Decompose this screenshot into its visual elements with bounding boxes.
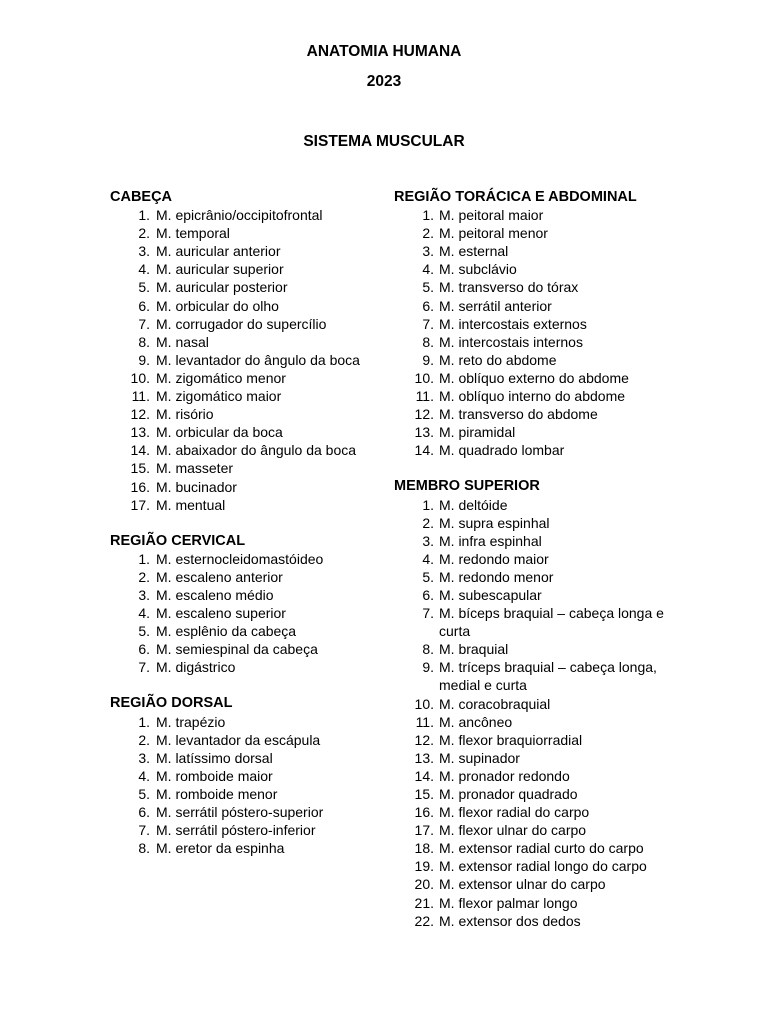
list-item-text: M. temporal bbox=[156, 225, 230, 242]
list-item-text: M. infra espinhal bbox=[439, 532, 542, 549]
list-item bbox=[394, 441, 694, 459]
list-item-text: M. peitoral menor bbox=[439, 225, 548, 242]
list-item-number: 8. bbox=[422, 333, 434, 350]
section-title: MEMBRO SUPERIOR bbox=[394, 478, 540, 495]
list-item bbox=[110, 640, 372, 658]
list-item-text: M. oblíquo externo do abdome bbox=[439, 369, 629, 386]
list-item bbox=[110, 315, 372, 333]
list-item-text: M. intercostais internos bbox=[439, 333, 583, 350]
muscle-list bbox=[110, 713, 372, 858]
list-item-number: 4. bbox=[138, 605, 150, 622]
list-item bbox=[394, 821, 694, 839]
list-item-number: 5. bbox=[138, 785, 150, 802]
list-item-text: M. orbicular da boca bbox=[156, 424, 283, 441]
muscle-list bbox=[110, 550, 372, 677]
list-item bbox=[394, 297, 694, 315]
list-item-number: 7. bbox=[138, 822, 150, 839]
list-item bbox=[110, 459, 372, 477]
list-item-number: 4. bbox=[138, 767, 150, 784]
list-item-number: 4. bbox=[422, 550, 434, 567]
list-item-text: M. abaixador do ângulo da boca bbox=[156, 442, 357, 459]
section-title: REGIÃO CERVICAL bbox=[110, 532, 246, 549]
list-item-text: M. intercostais externos bbox=[439, 315, 587, 332]
list-item-number: 9. bbox=[422, 659, 434, 676]
list-item-text: M. flexor ulnar do carpo bbox=[439, 822, 587, 839]
list-item bbox=[110, 713, 372, 731]
list-item-text: M. piramidal bbox=[439, 424, 516, 441]
list-item-text: M. zigomático maior bbox=[156, 388, 282, 405]
list-item-number: 18. bbox=[414, 840, 434, 857]
list-item bbox=[394, 875, 694, 893]
list-item bbox=[394, 496, 694, 514]
list-item-number: 5. bbox=[138, 623, 150, 640]
list-item bbox=[110, 369, 372, 387]
list-item-number: 8. bbox=[138, 840, 150, 857]
list-item-text: M. deltóide bbox=[439, 496, 508, 513]
list-item bbox=[110, 297, 372, 315]
list-item bbox=[394, 206, 694, 224]
list-item bbox=[110, 278, 372, 296]
list-item-text: M. flexor radial do carpo bbox=[439, 804, 590, 821]
list-item bbox=[110, 767, 372, 785]
list-item-text: M. braquial bbox=[439, 641, 509, 658]
list-item-number: 1. bbox=[138, 713, 150, 730]
list-item bbox=[394, 785, 694, 803]
list-item-text: M. levantador do ângulo da boca bbox=[156, 351, 360, 368]
list-item-text: M. esternocleidomastóideo bbox=[156, 550, 324, 567]
list-item-number: 13. bbox=[130, 424, 150, 441]
list-item-number: 10. bbox=[130, 369, 150, 386]
list-item bbox=[394, 731, 694, 749]
list-item-number: 7. bbox=[138, 659, 150, 676]
document-title: ANATOMIA HUMANA bbox=[306, 43, 462, 60]
list-item-text: M. esplênio da cabeça bbox=[156, 623, 297, 640]
list-item bbox=[394, 658, 694, 694]
list-item-text: M. redondo maior bbox=[439, 550, 549, 567]
section-regiao-dorsal bbox=[110, 694, 372, 857]
list-item-text: M. escaleno médio bbox=[156, 586, 274, 603]
list-item-text: M. reto do abdome bbox=[439, 351, 557, 368]
list-item-text: M. tríceps braquial – cabeça longa, medial e curta bbox=[439, 659, 657, 694]
list-item bbox=[110, 333, 372, 351]
list-item-text: M. ancôneo bbox=[439, 713, 513, 730]
list-item-text: M. nasal bbox=[156, 333, 209, 350]
list-item-number: 5. bbox=[422, 279, 434, 296]
list-item bbox=[394, 315, 694, 333]
list-item bbox=[110, 387, 372, 405]
list-item bbox=[110, 749, 372, 767]
list-item-number: 6. bbox=[422, 297, 434, 314]
list-item-number: 11. bbox=[131, 388, 150, 405]
list-item bbox=[110, 496, 372, 514]
list-item bbox=[110, 586, 372, 604]
list-item-number: 15. bbox=[414, 786, 434, 802]
list-item-text: M. extensor dos dedos bbox=[439, 912, 581, 929]
list-item-number: 13. bbox=[414, 424, 434, 441]
list-item-number: 7. bbox=[422, 605, 434, 622]
list-item-number: 3. bbox=[422, 532, 434, 549]
section-title: CABEÇA bbox=[110, 189, 173, 205]
list-item-text: M. romboide menor bbox=[156, 785, 278, 802]
list-item-text: M. trapézio bbox=[156, 713, 226, 730]
list-item bbox=[394, 351, 694, 369]
list-item bbox=[394, 640, 694, 658]
list-item bbox=[394, 242, 694, 260]
list-item-number: 1. bbox=[422, 496, 434, 513]
muscle-list bbox=[394, 206, 694, 459]
list-item-text: M. escaleno anterior bbox=[156, 568, 283, 585]
document-subtitle: SISTEMA MUSCULAR bbox=[303, 133, 465, 150]
list-item-text: M. pronador quadrado bbox=[439, 786, 578, 802]
list-item-number: 21. bbox=[414, 894, 434, 911]
list-item-number: 11. bbox=[415, 713, 434, 730]
list-item-text: M. redondo menor bbox=[439, 568, 554, 585]
list-item-number: 11. bbox=[415, 388, 434, 405]
list-item-number: 14. bbox=[130, 442, 150, 459]
list-item-number: 4. bbox=[138, 261, 150, 278]
list-item-number: 4. bbox=[422, 261, 434, 278]
list-item-text: M. auricular superior bbox=[156, 261, 284, 278]
list-item bbox=[394, 568, 694, 586]
list-item-text: M. subescapular bbox=[439, 586, 542, 603]
list-item-number: 15. bbox=[130, 460, 150, 477]
list-item bbox=[110, 821, 372, 839]
list-item-text: M. peitoral maior bbox=[439, 207, 544, 224]
list-item-text: M. auricular anterior bbox=[156, 243, 281, 260]
list-item bbox=[110, 622, 372, 640]
list-item-text: M. subclávio bbox=[439, 261, 517, 278]
list-item-number: 2. bbox=[138, 568, 150, 585]
list-item-number: 8. bbox=[138, 333, 150, 350]
list-item-number: 3. bbox=[138, 749, 150, 766]
list-item bbox=[110, 785, 372, 803]
list-item bbox=[394, 423, 694, 441]
list-item bbox=[394, 604, 694, 640]
list-item-text: M. serrátil anterior bbox=[439, 297, 552, 314]
list-item bbox=[394, 713, 694, 731]
muscle-list bbox=[394, 496, 694, 930]
list-item bbox=[110, 803, 372, 821]
list-item bbox=[110, 550, 372, 568]
list-item-number: 3. bbox=[422, 243, 434, 260]
list-item bbox=[110, 206, 372, 224]
list-item bbox=[394, 224, 694, 242]
list-item-number: 12. bbox=[414, 406, 434, 423]
list-item bbox=[110, 478, 372, 496]
list-item bbox=[394, 405, 694, 423]
list-item bbox=[394, 894, 694, 912]
list-item bbox=[110, 441, 372, 459]
list-item-number: 1. bbox=[422, 207, 434, 224]
list-item bbox=[394, 839, 694, 857]
list-item bbox=[110, 604, 372, 622]
list-item-number: 7. bbox=[138, 315, 150, 332]
list-item-text: M. supinador bbox=[439, 749, 520, 766]
list-item-text: M. corrugador do supercílio bbox=[156, 315, 327, 332]
list-item-number: 9. bbox=[422, 351, 434, 368]
list-item-text: M. flexor palmar longo bbox=[439, 894, 578, 911]
list-item-text: M. extensor radial curto do carpo bbox=[439, 840, 644, 857]
list-item-number: 5. bbox=[422, 568, 434, 585]
list-item-text: M. risório bbox=[156, 406, 214, 423]
list-item-text: M. eretor da espinha bbox=[156, 840, 285, 857]
list-item-text: M. quadrado lombar bbox=[439, 442, 565, 459]
list-item-text: M. levantador da escápula bbox=[156, 731, 321, 748]
list-item-text: M. extensor radial longo do carpo bbox=[439, 858, 647, 875]
list-item-number: 2. bbox=[422, 225, 434, 242]
list-item-number: 2. bbox=[422, 514, 434, 531]
list-item-text: M. flexor braquiorradial bbox=[439, 731, 583, 748]
list-item-number: 17. bbox=[414, 822, 434, 839]
list-item-number: 8. bbox=[422, 641, 434, 658]
list-item bbox=[110, 568, 372, 586]
list-item-number: 2. bbox=[138, 731, 150, 748]
muscle-list bbox=[110, 206, 372, 514]
list-item bbox=[110, 405, 372, 423]
section-regiao-toracica-e-abdominal bbox=[394, 188, 694, 459]
list-item-number: 10. bbox=[414, 369, 434, 386]
list-item bbox=[394, 857, 694, 875]
left-column bbox=[110, 188, 372, 875]
list-item-text: M. latíssimo dorsal bbox=[156, 749, 273, 766]
list-item bbox=[394, 260, 694, 278]
list-item-text: M. orbicular do olho bbox=[156, 297, 279, 314]
list-item-number: 19. bbox=[414, 858, 434, 875]
list-item-number: 9. bbox=[138, 351, 150, 368]
list-item-text: M. epicrânio/occipitofrontal bbox=[156, 207, 323, 224]
list-item bbox=[110, 260, 372, 278]
list-item-text: M. auricular posterior bbox=[156, 279, 288, 296]
list-item-text: M. digástrico bbox=[156, 659, 236, 676]
list-item bbox=[110, 658, 372, 676]
list-item-text: M. transverso do abdome bbox=[439, 406, 598, 423]
list-item-number: 20. bbox=[414, 876, 434, 893]
list-item bbox=[394, 550, 694, 568]
section-regiao-cervical bbox=[110, 532, 372, 677]
list-item bbox=[110, 731, 372, 749]
section-title: REGIÃO TORÁCICA E ABDOMINAL bbox=[394, 189, 637, 205]
list-item-number: 17. bbox=[130, 496, 150, 513]
list-item-text: M. semiespinal da cabeça bbox=[156, 641, 318, 658]
list-item-number: 3. bbox=[138, 586, 150, 603]
list-item bbox=[394, 278, 694, 296]
list-item-text: M. esternal bbox=[439, 243, 509, 260]
section-membro-superior bbox=[394, 477, 694, 929]
list-item-text: M. masseter bbox=[156, 460, 234, 477]
list-item-number: 5. bbox=[138, 279, 150, 296]
list-item bbox=[110, 242, 372, 260]
list-item-number: 12. bbox=[414, 731, 434, 748]
list-item-text: M. mentual bbox=[156, 496, 226, 513]
list-item-number: 7. bbox=[422, 315, 434, 332]
document-year: 2023 bbox=[366, 73, 402, 90]
list-item-text: M. bucinador bbox=[156, 478, 237, 495]
list-item-text: M. serrátil póstero-superior bbox=[156, 804, 324, 820]
list-item bbox=[394, 369, 694, 387]
list-item-number: 2. bbox=[138, 225, 150, 242]
list-item-number: 14. bbox=[414, 442, 434, 459]
right-column bbox=[394, 188, 694, 948]
list-item-text: M. bíceps braquial – cabeça longa e curta bbox=[439, 605, 664, 640]
list-item bbox=[394, 333, 694, 351]
list-item-number: 12. bbox=[130, 406, 150, 423]
list-item-number: 1. bbox=[138, 550, 150, 567]
list-item bbox=[394, 749, 694, 767]
list-item-number: 6. bbox=[422, 586, 434, 603]
list-item bbox=[394, 514, 694, 532]
section-cabeca bbox=[110, 188, 372, 514]
list-item bbox=[394, 532, 694, 550]
list-item-text: M. romboide maior bbox=[156, 767, 273, 784]
list-item bbox=[110, 351, 372, 369]
list-item-number: 16. bbox=[130, 478, 150, 495]
list-item-number: 6. bbox=[138, 804, 150, 820]
list-item-number: 22. bbox=[414, 912, 434, 929]
list-item bbox=[394, 767, 694, 785]
list-item-text: M. pronador redondo bbox=[439, 767, 570, 784]
list-item bbox=[394, 586, 694, 604]
list-item bbox=[394, 387, 694, 405]
list-item-text: M. supra espinhal bbox=[439, 514, 550, 531]
list-item-text: M. extensor ulnar do carpo bbox=[439, 876, 606, 893]
list-item-text: M. oblíquo interno do abdome bbox=[439, 388, 626, 405]
list-item-text: M. serrátil póstero-inferior bbox=[156, 822, 316, 839]
list-item bbox=[394, 912, 694, 930]
list-item bbox=[110, 839, 372, 857]
list-item-text: M. zigomático menor bbox=[156, 369, 286, 386]
list-item-text: M. escaleno superior bbox=[156, 605, 286, 622]
list-item-text: M. coracobraquial bbox=[439, 695, 551, 712]
list-item bbox=[394, 803, 694, 821]
list-item bbox=[394, 695, 694, 713]
list-item-number: 1. bbox=[138, 207, 150, 224]
list-item-number: 14. bbox=[414, 767, 434, 784]
section-title: REGIÃO DORSAL bbox=[110, 695, 233, 712]
list-item bbox=[110, 224, 372, 242]
list-item-number: 6. bbox=[138, 641, 150, 658]
list-item-text: M. transverso do tórax bbox=[439, 279, 579, 296]
list-item-number: 10. bbox=[414, 695, 434, 712]
list-item-number: 16. bbox=[414, 804, 434, 821]
list-item-number: 6. bbox=[138, 297, 150, 314]
list-item-number: 3. bbox=[138, 243, 150, 260]
list-item-number: 13. bbox=[414, 749, 434, 766]
list-item bbox=[110, 423, 372, 441]
